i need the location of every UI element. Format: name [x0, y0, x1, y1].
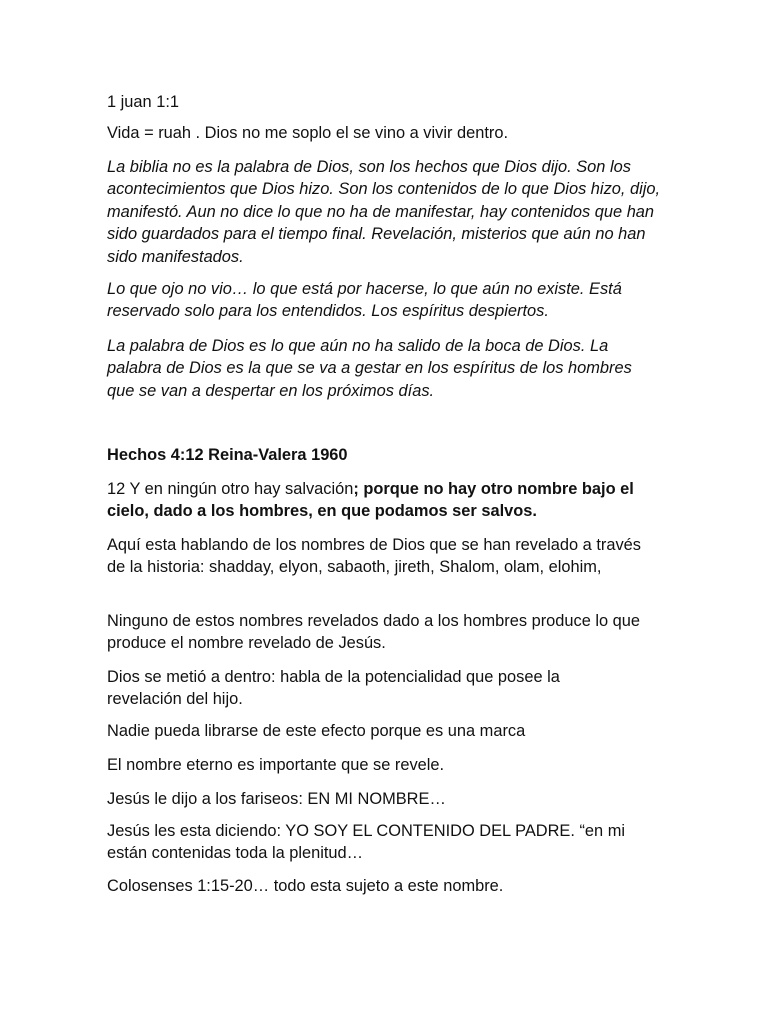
paragraph-contenido-del-padre: Jesús les esta diciendo: YO SOY EL CONTENIDO DEL PADRE. “en mi están contenidas toda la plenitud… — [107, 822, 626, 863]
paragraph-reference: 1 juan 1:1 — [107, 93, 179, 111]
paragraph-colosenses: Colosenses 1:15-20… todo esta sujeto a este nombre. — [107, 877, 504, 895]
verse-text-plain: 12 Y en ningún otro hay salvación — [107, 480, 354, 498]
paragraph-vida-ruah: Vida = ruah . Dios no me soplo el se vino a vivir dentro. — [107, 124, 509, 142]
heading-hechos: Hechos 4:12 Reina-Valera 1960 — [107, 446, 348, 464]
paragraph-biblia: La biblia no es la palabra de Dios, son los hechos que Dios dijo. Son los acontecimientos que Dios hizo. Son los contenidos de lo que Dios hizo, dijo, manifestó. Aun no dice lo que no ha de manifestar, hay contenidos que han sido guardados para el tiempo final. Revelación, misterios que aún no han sido manifestados. — [107, 158, 661, 266]
verse-text-bold: ; porque no hay otro nombre bajo el cielo, dado a los hombres, en que podamos ser salvos. — [107, 480, 634, 521]
paragraph-nombre-eterno: El nombre eterno es importante que se revele. — [107, 756, 445, 774]
paragraph-ojo-no-vio: Lo que ojo no vio… lo que está por hacerse, lo que aún no existe. Está reservado solo para los entendidos. Los espíritus despiertos. — [107, 280, 622, 321]
paragraph-verse — [107, 478, 669, 523]
paragraph-palabra-de-dios: La palabra de Dios es lo que aún no ha salido de la boca de Dios. La palabra de Dios es la que se va a gestar en los espíritus de los hombres que se van a despertar en los próximos días. — [107, 337, 632, 400]
paragraph-ninguno: Ninguno de estos nombres revelados dado a los hombres produce lo que produce el nombre revelado de Jesús. — [107, 612, 641, 653]
paragraph-nadie: Nadie pueda librarse de este efecto porque es una marca — [107, 722, 526, 740]
paragraph-nombres-de-dios: Aquí esta hablando de los nombres de Dios que se han revelado a través de la historia: shadday, elyon, sabaoth, jireth, Shalom, olam, elohim, — [107, 536, 641, 577]
paragraph-dios-se-metio: Dios se metió a dentro: habla de la potencialidad que posee la revelación del hijo. — [107, 668, 560, 709]
paragraph-fariseos: Jesús le dijo a los fariseos: EN MI NOMBRE… — [107, 790, 446, 808]
